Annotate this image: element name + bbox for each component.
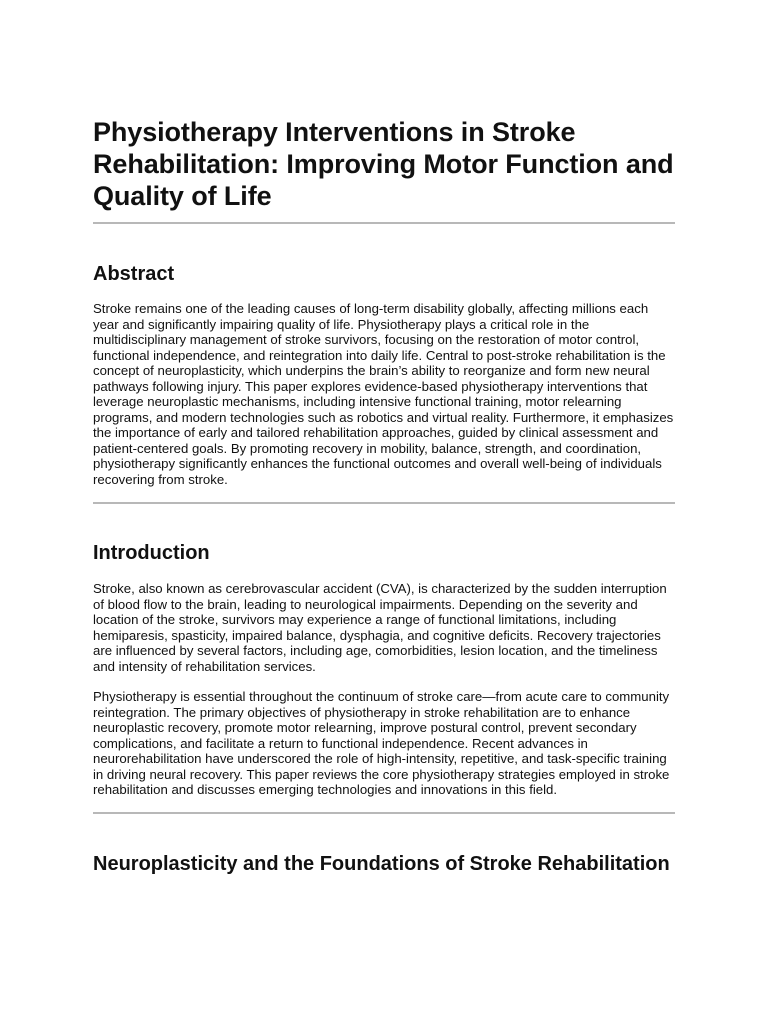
abstract-heading: Abstract: [93, 263, 175, 285]
section-divider: [93, 502, 675, 504]
document-page: [93, 116, 675, 876]
abstract-section: [93, 262, 675, 487]
neuroplasticity-section: [93, 852, 675, 876]
introduction-heading: Introduction: [93, 542, 210, 564]
section-divider: [93, 812, 675, 814]
introduction-paragraph-2: Physiotherapy is essential throughout the continuum of stroke care—from acute care to community reintegration. The primary objectives of physiotherapy in stroke rehabilitation are to enhance neuroplastic recovery, promote motor relearning, improve postural control, prevent secondary complications, and facilitate a return to functional independence. Recent advances in neurorehabilitation have underscored the role of high-intensity, repetitive, and task-specific training in driving neural recovery. This paper reviews the core physiotherapy strategies employed in stroke rehabilitation and discusses emerging technologies and innovations in this field.: [93, 689, 670, 797]
document-title: Physiotherapy Interventions in Stroke Rehabilitation: Improving Motor Function and Quality of Life: [93, 117, 674, 211]
neuroplasticity-heading: Neuroplasticity and the Foundations of Stroke Rehabilitation: [93, 852, 670, 875]
abstract-paragraph: Stroke remains one of the leading causes of long-term disability globally, affecting millions each year and significantly impairing quality of life. Physiotherapy plays a critical role in the multidisciplinary management of stroke survivors, focusing on the restoration of motor control, functional independence, and reintegration into daily life. Central to post-stroke rehabilitation is the concept of neuroplasticity, which underpins the brain’s ability to reorganize and form new neural pathways following injury. This paper explores evidence-based physiotherapy interventions that leverage neuroplastic mechanisms, including intensive functional training, motor relearning programs, and modern technologies such as robotics and virtual reality. Furthermore, it emphasizes the importance of early and tailored rehabilitation approaches, guided by clinical assessment and patient-centered goals. By promoting recovery in mobility, balance, strength, and coordination, physiotherapy significantly enhances the functional outcomes and overall well-being of individuals recovering from stroke.: [93, 301, 674, 487]
section-divider: [93, 222, 675, 224]
introduction-paragraph-1: Stroke, also known as cerebrovascular accident (CVA), is characterized by the sudden interruption of blood flow to the brain, leading to neurological impairments. Depending on the severity and location of the stroke, survivors may experience a range of functional limitations, including hemiparesis, spasticity, impaired balance, dysphagia, and cognitive deficits. Recovery trajectories are influenced by several factors, including age, comorbidities, lesion location, and the timeliness and intensity of rehabilitation services.: [93, 581, 667, 674]
introduction-section: [93, 541, 675, 798]
